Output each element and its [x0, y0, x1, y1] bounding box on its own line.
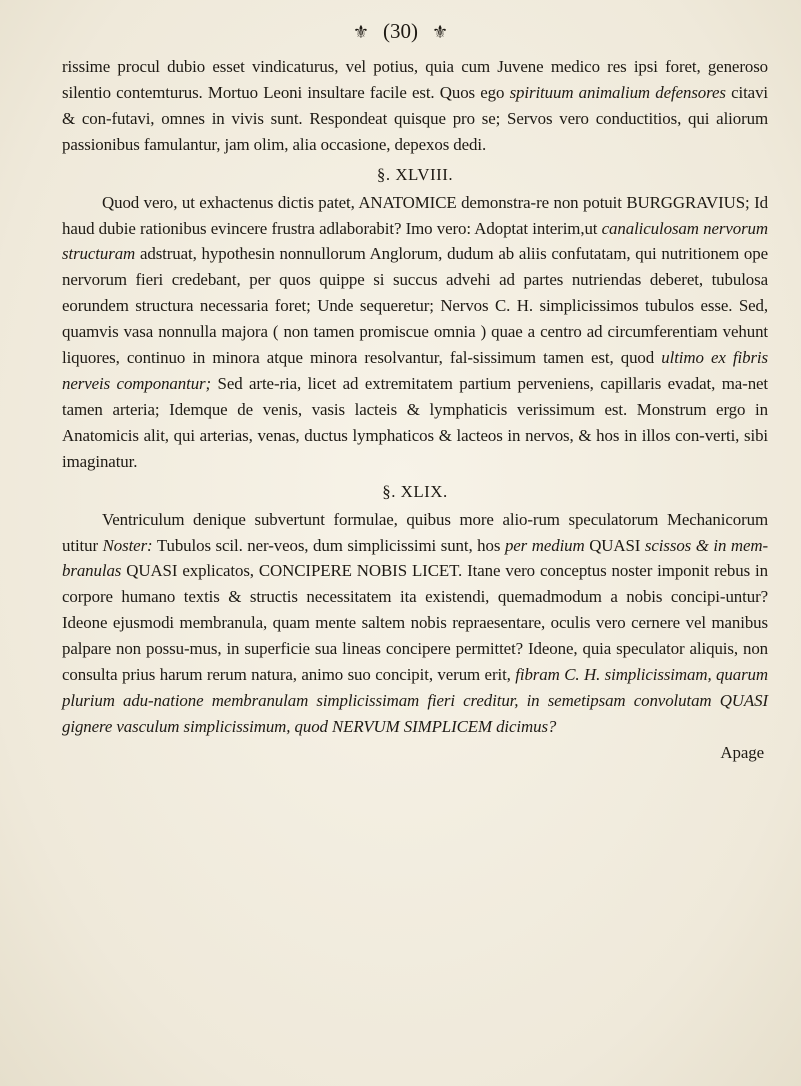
section-heading-49: §. XLIX.: [382, 481, 448, 501]
paragraph-48: [62, 190, 768, 475]
text-line: QUASI: [584, 535, 645, 555]
text-line: vehunt liquores, continuo in minora atque minora resolvantur, fal-: [62, 322, 769, 368]
text-line: sissimum tamen est, quod: [472, 348, 662, 368]
page-number: (30): [383, 19, 418, 43]
italic-phrase: structuram: [62, 244, 136, 264]
catchword: Apage: [720, 742, 764, 762]
text-line: frustra adlaborabit? Imo vero: Adoptat interim,ut: [271, 218, 602, 238]
paragraph-49: [62, 507, 768, 740]
text-line: insultare facile est. Quos ego: [307, 82, 510, 102]
text-line: aliis confutatam, qui nutritionem ope nervorum fieri credebant, per: [62, 244, 769, 290]
italic-phrase: canaliculosam nervorum: [601, 218, 768, 238]
text-line: adstruat, hypothesin nonnullorum Anglorum, dudum ab: [135, 244, 515, 264]
text-line: structis necessitatem ita existendi, quemadmodum a nobis concipi-: [249, 587, 726, 607]
text-line: eorundem structura necessaria foret; Unde sequeretur; Nervos C.: [62, 296, 511, 316]
text-line: Quod vero, ut exhactenus dictis patet, ANATOMICE demonstra-: [102, 192, 537, 212]
text-line: ( non tamen promiscue omnia ) quae a centro ad circumferentiam: [272, 322, 718, 342]
text-line: repraesentare, oculis vero cernere vel manibus palpare non possu-: [62, 613, 768, 659]
text-line: QUASI explicatos, CONCIPERE NOBIS LICET. Itane: [121, 561, 501, 581]
italic-phrase: fibram C. H. simplicissimam, quarum plurium adu-: [62, 665, 768, 710]
page-header: [0, 18, 801, 45]
italic-phrase: branulas: [62, 561, 122, 581]
italic-phrase: Noster:: [102, 535, 153, 555]
text-line: vero conductitios, qui aliorum passionibus famulantur, jam olim,: [62, 108, 769, 154]
text-line: rum speculatorum Mechanicorum utitur: [62, 509, 768, 555]
italic-phrase: spirituum animalium defensores: [509, 82, 726, 102]
text-line: speculator aliquis, non consulta prius harum rerum natura, animo: [62, 639, 769, 685]
fleur-de-lis-ornament-icon: ⚜: [432, 22, 449, 42]
text-line: vero conceptus noster imponit rebus in corpore humano textis &: [62, 561, 768, 607]
italic-phrase: natione membranulam simplicissimam fieri creditur, in semetipsam convolutam: [153, 690, 712, 710]
text-line: net tamen arteria; Idemque de venis, vasis lacteis & lymphaticis: [62, 373, 769, 419]
text-line: Sed arte-: [211, 373, 280, 393]
italic-phrase: ultimo ex fibris nerveis componantur;: [62, 348, 768, 393]
fleur-de-lis-ornament-icon: ⚜: [352, 22, 369, 42]
text-line: citavi & con-: [62, 82, 769, 128]
text-line: untur? Ideone ejusmodi membranula, quam mente saltem nobis: [62, 587, 768, 633]
text-line: alia occasione, depexos dedi.: [292, 134, 487, 154]
text-line: mus, in superficie sua lineas concipere permittet? Ideone, quia: [189, 639, 612, 659]
text-line: verti, sibi imaginatur.: [62, 425, 769, 471]
text-line: quos quippe si succus advehi ad partes nutriendas deberet, tubulosa: [279, 270, 769, 290]
text-line: venas, ductus lymphaticos & lacteos in nervos, & hos in illos con-: [257, 425, 705, 445]
italic-phrase: QUASI gignere vasculum simplicissimum, quod NERVUM SIMPLICEM dicimus?: [62, 690, 768, 736]
text-line: suo concipit, verum erit,: [347, 665, 516, 685]
paragraph-continuation: [62, 54, 768, 158]
section-heading-48: §. XLVIII.: [376, 164, 454, 184]
text-line: ria, licet ad extremitatem partium perveniens, capillaris evadat, ma-: [279, 373, 748, 393]
text-line: futavi, omnes in vivis sunt. Respondeat quisque pro se; Servos: [111, 108, 553, 128]
italic-phrase: scissos & in mem-: [644, 535, 769, 555]
text-line: veos, dum simplicissimi sunt, hos: [273, 535, 505, 555]
text-line: Ventriculum denique subvertunt formulae, quibus more alio-: [102, 509, 533, 529]
text-line: re non potuit BURGGRAVIUS; Id haud dubie rationibus evincere: [62, 192, 769, 238]
text-line: verissimum est. Monstrum ergo in Anatomicis alit, qui arterias,: [62, 399, 768, 445]
text-line: Tubulos scil. ner-: [152, 535, 274, 555]
text-body: [62, 54, 768, 766]
text-line: H. simplicissimos tubulos esse. Sed, quamvis vasa nonnulla majora: [62, 296, 768, 342]
italic-phrase: per medium: [504, 535, 585, 555]
text-line: rissime procul dubio esset vindicaturus, vel potius, quia cum Juvene: [62, 57, 544, 76]
text-line: medico res ipsi foret, generoso silentio contemturus. Mortuo Leoni: [62, 57, 769, 102]
